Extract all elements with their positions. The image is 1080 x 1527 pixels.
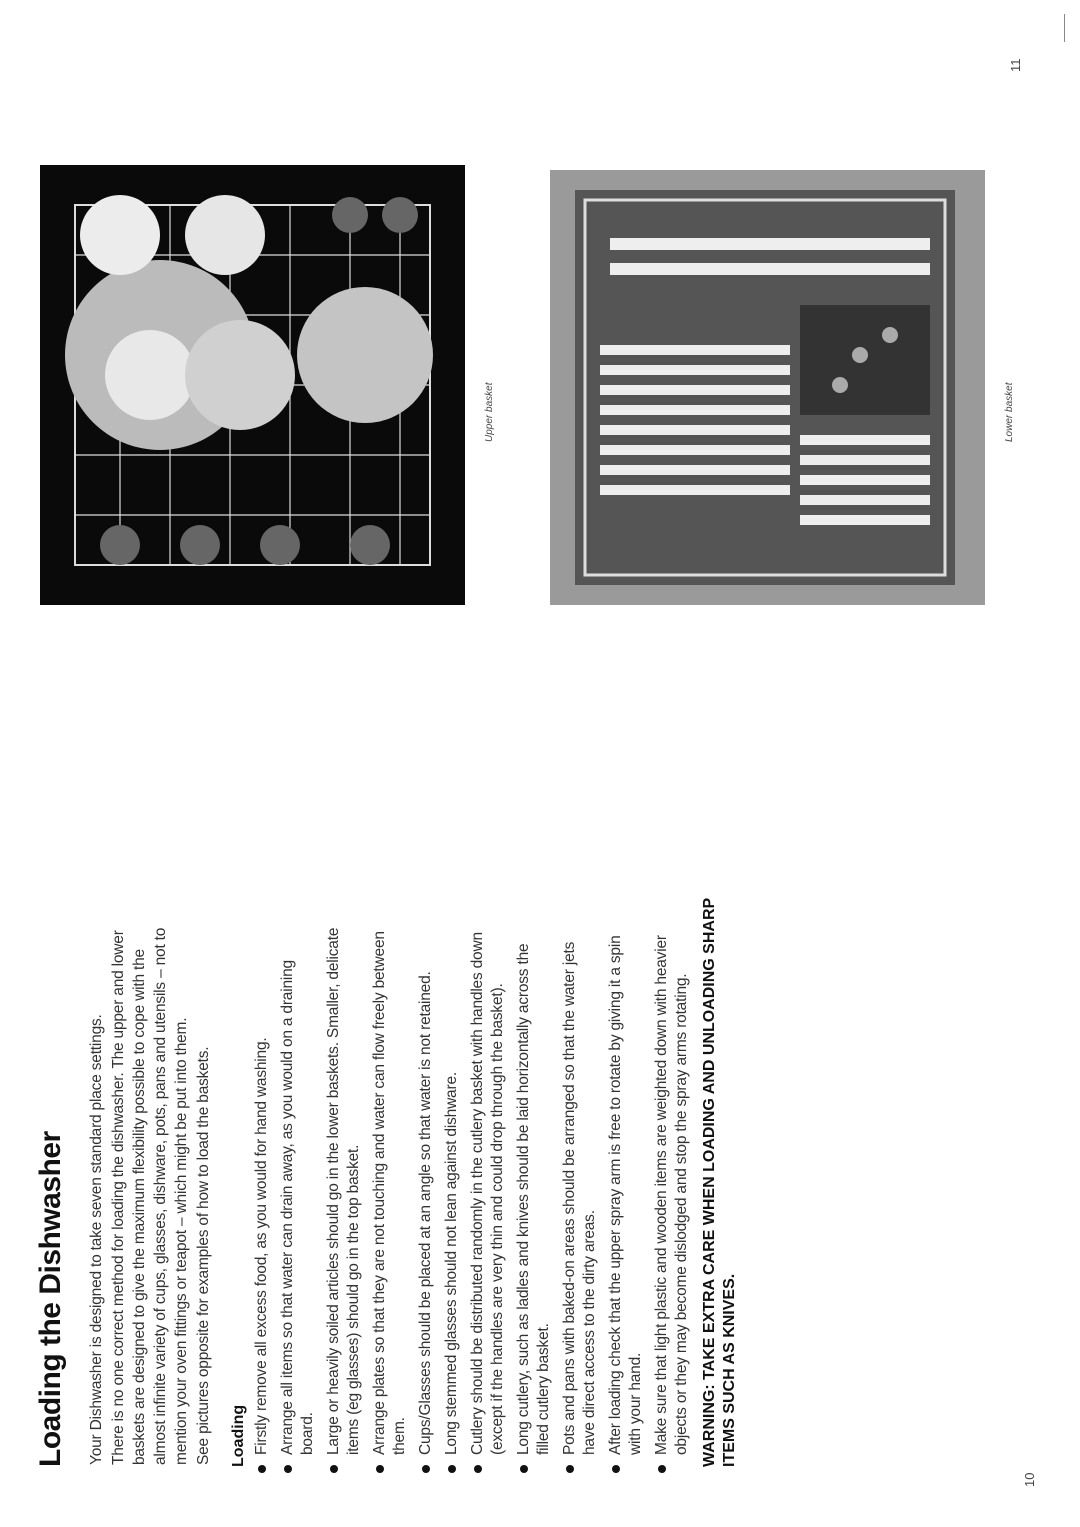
loading-bullet-list — [252, 928, 698, 1475]
warning-line: WARNING: TAKE EXTRA CARE WHEN LOADING AND UNLOADING SHARP — [701, 897, 718, 1467]
intro-paragraph — [86, 928, 107, 1465]
text-line: have direct access to the dirty areas. — [581, 1210, 598, 1455]
lower-basket-caption: Lower basket — [1004, 382, 1015, 442]
page-number-right: 11 — [1008, 58, 1023, 72]
text-line: board. — [299, 1412, 316, 1455]
text-line: them. — [391, 1417, 408, 1455]
text-line: Arrange plates so that they are not touching and water can flow freely between — [371, 931, 388, 1455]
list-item — [514, 928, 554, 1475]
page-title: Loading the Dishwasher — [34, 1131, 67, 1467]
text-line: After loading check that the upper spray arm is free to rotate by giving it a spin — [607, 935, 624, 1455]
warning-line: ITEMS SUCH AS KNIVES. — [721, 1273, 738, 1467]
bullet-icon — [612, 1465, 620, 1473]
warning-text — [700, 898, 740, 1467]
text-line: (except if the handles are very thin and could drop through the basket). — [489, 983, 506, 1455]
bullet-icon — [284, 1465, 292, 1473]
list-item — [278, 928, 318, 1475]
intro-paragraph — [193, 928, 214, 1465]
bullet-icon — [566, 1465, 574, 1473]
section-heading-loading: Loading — [230, 1404, 247, 1467]
bullet-icon — [330, 1465, 338, 1473]
intro-paragraph — [108, 928, 192, 1465]
lower-basket-photo — [550, 170, 985, 605]
text-line: with your hand. — [627, 1352, 644, 1455]
text-line: baskets are designed to give the maximum flexibility possible to cope with the — [131, 949, 148, 1465]
text-line: objects or they may become dislodged and stop the spray arms rotating. — [673, 973, 690, 1455]
text-line: See pictures opposite for examples of how to load the baskets. — [195, 1046, 212, 1465]
text-line: items (eg glasses) should go in the top basket. — [345, 1144, 362, 1455]
text-line: Make sure that light plastic and wooden items are weighted down with heavier — [653, 935, 670, 1455]
text-line: filled cutlery basket. — [535, 1323, 552, 1455]
list-item — [442, 928, 462, 1475]
list-item — [606, 928, 646, 1475]
crop-mark — [1064, 14, 1065, 42]
bullet-icon — [258, 1465, 266, 1473]
bullet-icon — [474, 1465, 482, 1473]
bullet-icon — [376, 1465, 384, 1473]
text-line: Your Dishwasher is designed to take seven standard place settings. — [88, 1014, 105, 1465]
text-line: Long stemmed glasses should not lean against dishware. — [443, 1072, 460, 1455]
text-line: Arrange all items so that water can drain away, as you would on a draining — [279, 960, 296, 1455]
bullet-icon — [658, 1465, 666, 1473]
list-item — [416, 928, 436, 1475]
upper-basket-caption: Upper basket — [484, 382, 495, 442]
text-line: almost infinite variety of cups, glasses, dishware, pots, pans and utensils – not to — [152, 927, 169, 1465]
text-line: Cups/Glasses should be placed at an angle so that water is not retained. — [417, 971, 434, 1455]
list-item — [370, 928, 410, 1475]
text-line: mention your oven fittings or teapot – which might be put into them. — [173, 1017, 190, 1465]
text-line: Pots and pans with baked-on areas should be arranged so that the water jets — [561, 941, 578, 1455]
upper-basket-photo — [40, 165, 465, 605]
bullet-icon — [520, 1465, 528, 1473]
intro-text — [86, 928, 215, 1465]
page-number-left: 10 — [1022, 1472, 1037, 1487]
text-line: Firstly remove all excess food, as you would for hand washing. — [253, 1037, 270, 1455]
list-item — [560, 928, 600, 1475]
text-line: Long cutlery, such as ladles and knives should be laid horizontally across the — [515, 943, 532, 1455]
text-line: Large or heavily soiled articles should go in the lower baskets. Smaller, delicate — [325, 927, 342, 1455]
text-line: There is no one correct method for loading the dishwasher. The upper and lower — [110, 930, 127, 1465]
text-line: Cutlery should be distributed randomly in the cutlery basket with handles down — [469, 932, 486, 1455]
list-item — [652, 928, 692, 1475]
list-item — [468, 928, 508, 1475]
bullet-icon — [448, 1465, 456, 1473]
list-item — [324, 928, 364, 1475]
bullet-icon — [422, 1465, 430, 1473]
list-item — [252, 928, 272, 1475]
